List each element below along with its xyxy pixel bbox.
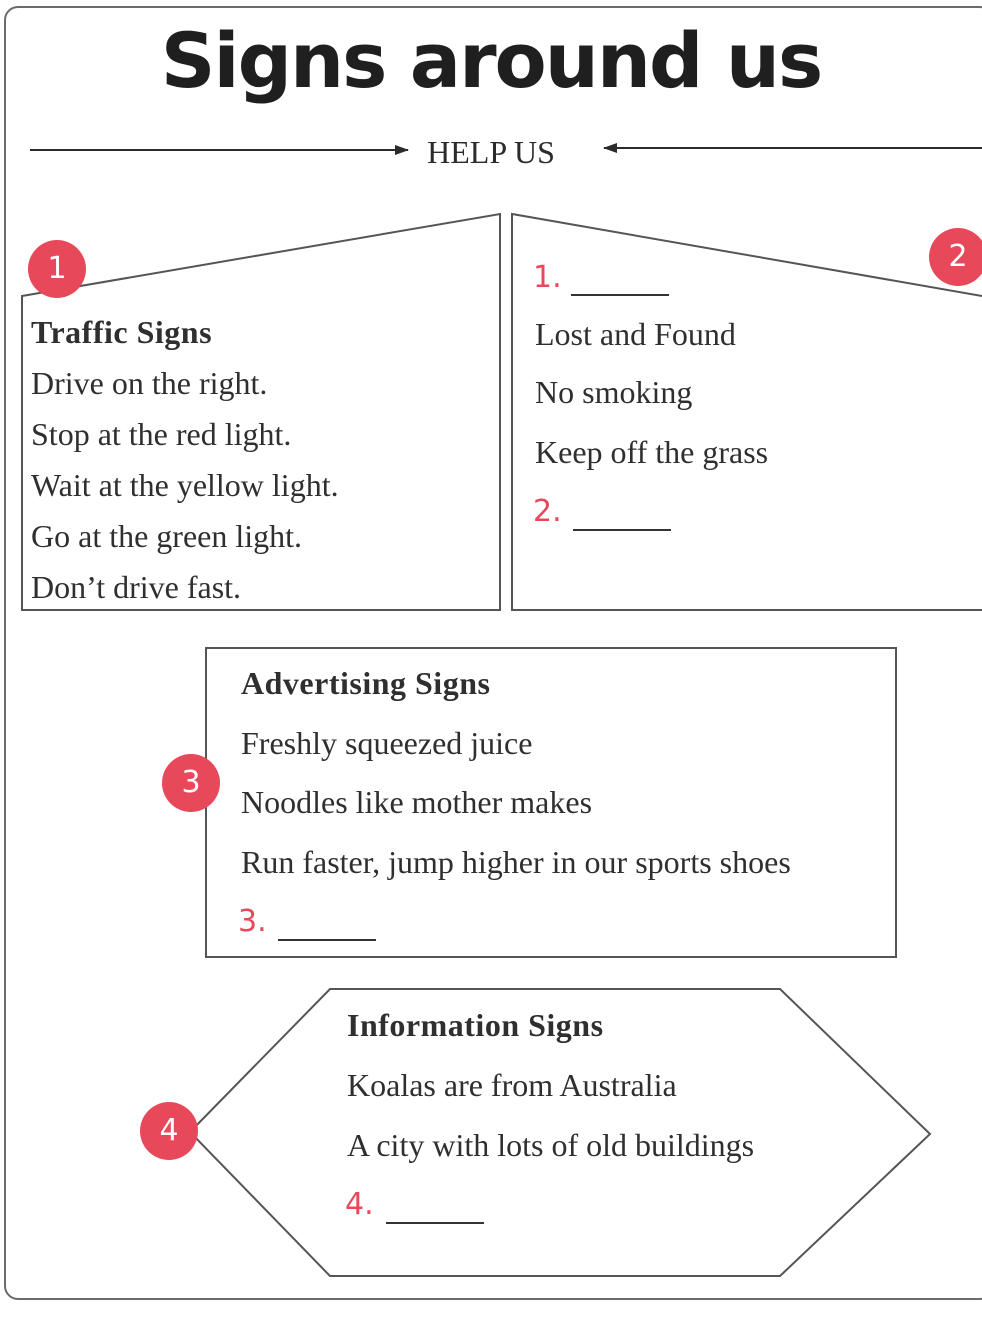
information-signs-heading: Information Signs: [347, 1007, 604, 1043]
advertising-item-1: Freshly squeezed juice: [241, 725, 533, 761]
blank-label-1: 1.: [533, 260, 562, 295]
badge-1: 1: [28, 240, 86, 298]
help-us-label: HELP US: [427, 134, 555, 170]
advertising-item-3: Run faster, jump higher in our sports shoes: [241, 844, 791, 880]
page-title: Signs around us: [160, 16, 822, 105]
information-item-1: Koalas are from Australia: [347, 1067, 677, 1103]
traffic-item-4: Go at the green light.: [31, 518, 303, 554]
traffic-signs-heading: Traffic Signs: [31, 314, 213, 350]
section-2-item-1: Lost and Found: [535, 316, 736, 352]
traffic-item-2: Stop at the red light.: [31, 416, 292, 452]
section-2-item-2: No smoking: [535, 374, 693, 410]
blank-label-3: 3.: [238, 904, 267, 939]
traffic-item-1: Drive on the right.: [31, 365, 268, 401]
blank-line-3[interactable]: [278, 939, 376, 941]
blank-line-4[interactable]: [386, 1222, 484, 1224]
blank-line-1[interactable]: [571, 294, 669, 296]
blank-label-4: 4.: [345, 1187, 374, 1222]
blank-label-2: 2.: [533, 494, 562, 529]
traffic-item-5: Don’t drive fast.: [31, 569, 242, 605]
badge-3: 3: [162, 754, 220, 812]
traffic-item-3: Wait at the yellow light.: [31, 467, 339, 503]
section-2-frame: [512, 214, 982, 610]
section-2-item-3: Keep off the grass: [535, 434, 769, 470]
advertising-item-2: Noodles like mother makes: [241, 784, 593, 820]
blank-line-2[interactable]: [573, 529, 671, 531]
badge-2: 2: [929, 228, 982, 286]
badge-4: 4: [140, 1102, 198, 1160]
advertising-signs-heading: Advertising Signs: [241, 665, 491, 701]
information-item-2: A city with lots of old buildings: [347, 1127, 755, 1163]
